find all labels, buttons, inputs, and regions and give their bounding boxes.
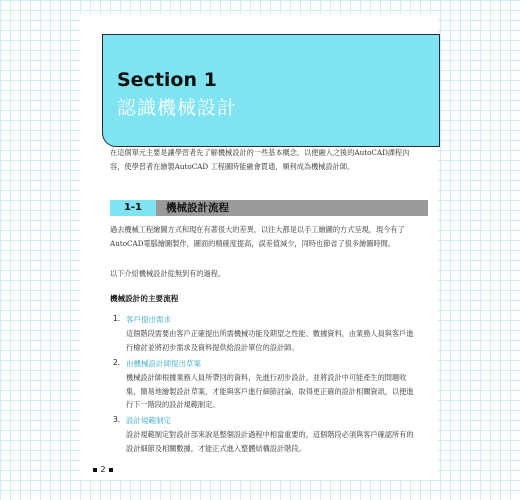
- step-number: 2.: [113, 358, 121, 367]
- page-number: 2: [100, 465, 106, 474]
- heading-title: 機械設計流程: [166, 202, 229, 214]
- subheading: 機械設計的主要流程: [110, 294, 179, 303]
- section-banner: [102, 34, 440, 147]
- step-body: 機械設計師根據業務人員所帶回的資料，先進行初步設計，並將設計中可能產生的問題收集，簡易地繪製設計草案，才能與客戶進行細節討論，取得更正確的設計相關資訊，以便進行下一階段的設計規範制定。: [126, 373, 414, 409]
- footer-square-icon: [109, 468, 113, 472]
- paragraph-2: 以下介紹機械設計從無到有的過程。: [110, 269, 226, 278]
- page-footer: [92, 465, 114, 474]
- step-number: 3.: [113, 415, 121, 424]
- section-heading: [110, 200, 428, 216]
- section-title: 認識機械設計: [117, 97, 238, 119]
- step-body: 設計規範制定對設計部來說是整個設計過程中相當重要的，這個階段必須與客戶確認所有的設計細節及相關數據，才能正式進入整體結構設計階段。: [126, 430, 414, 453]
- section-label: Section 1: [117, 69, 217, 91]
- step-body: 這個階段需要由客戶正確提出所需機械功能及期望之性能、數據資料，由業務人員與客戶進行檢討並將初步需求及資料提供給設計單位的設計師。: [126, 329, 414, 352]
- step-title: 設計規範制定: [126, 416, 171, 425]
- heading-number: 1-1: [110, 200, 156, 216]
- footer-square-icon: [93, 468, 97, 472]
- paragraph-1: 過去機械工程繪圖方式和現在有著很大的差異，以往大都是以手工繪圖的方式呈現，現今有了AutoCAD電腦繪圖製作，圖面的精確度提高，誤差值減少，同時也節省了很多繪圖時間。: [110, 225, 405, 248]
- step-title: 由機械設計師提出草案: [126, 359, 201, 368]
- step-title: 客戶提出需求: [126, 315, 171, 324]
- step-number: 1.: [113, 314, 121, 323]
- intro-paragraph: 在這個單元主要是讓學習者先了解機械設計的一些基本概念，以便融入之後的AutoCAD課程內容，使學習者在繪製AutoCAD 工程圖時能融會貫通，順利成為機械設計師。: [110, 148, 410, 171]
